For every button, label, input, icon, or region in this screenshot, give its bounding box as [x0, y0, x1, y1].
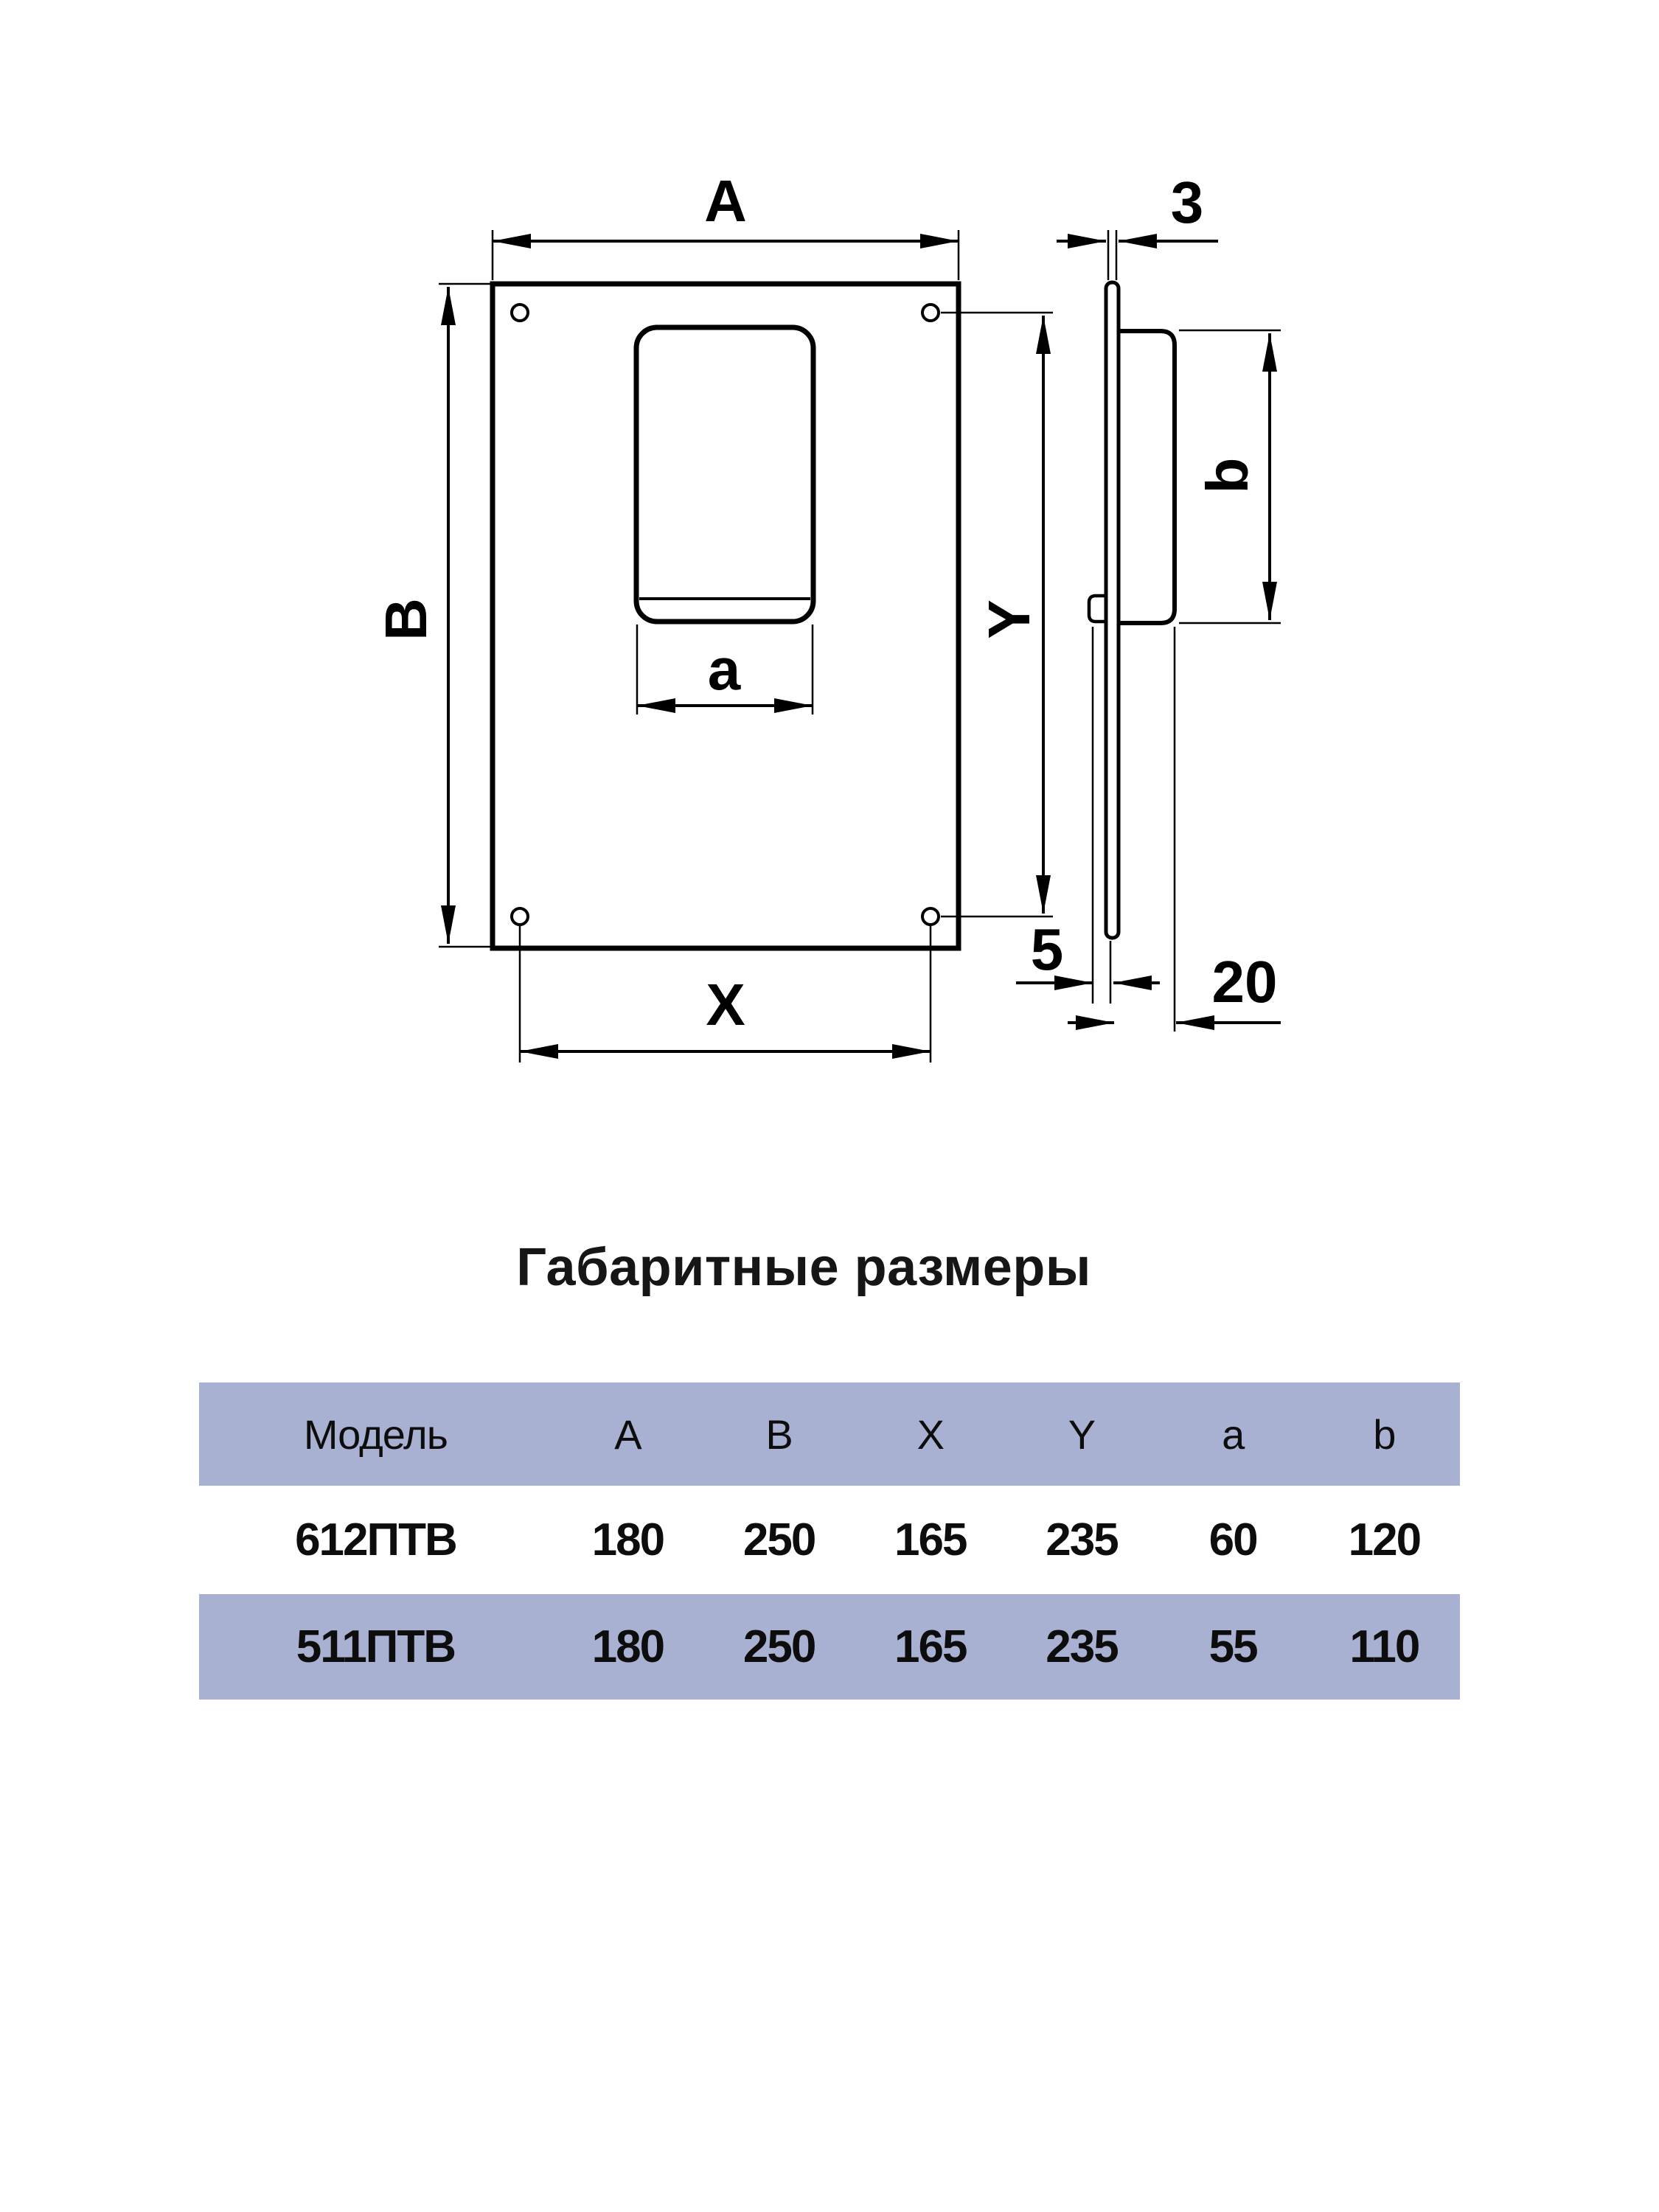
vent-cutout: [636, 327, 813, 622]
dim-label-B: B: [373, 598, 439, 641]
dim-3: [1057, 230, 1218, 280]
value-a: 60: [1208, 1514, 1257, 1565]
mounting-hole-bottom-left: [512, 908, 528, 925]
value-X: 165: [894, 1621, 967, 1672]
section-title: Габаритные размеры: [516, 1238, 1091, 1297]
table-row: [199, 1486, 1460, 1594]
value-b: 110: [1349, 1621, 1419, 1672]
dim-label-a: a: [707, 636, 741, 702]
value-Y: 235: [1046, 1621, 1118, 1672]
value-b: 120: [1348, 1514, 1421, 1565]
value-B: 250: [742, 1621, 815, 1672]
value-a: 55: [1208, 1621, 1257, 1672]
col-header-Y: Y: [1068, 1411, 1096, 1458]
col-header-X: X: [917, 1411, 944, 1458]
model-name: 511ПТВ: [296, 1621, 456, 1672]
dim-label-A: A: [704, 168, 747, 234]
col-header-a: a: [1222, 1411, 1245, 1458]
dimensions-table: [199, 1382, 1460, 1700]
front-view: [493, 284, 959, 948]
value-A: 180: [591, 1514, 664, 1565]
dim-label-Y: Y: [976, 599, 1042, 639]
dim-label-b: b: [1194, 457, 1260, 494]
latch-hook: [1089, 596, 1106, 622]
col-header-model: Модель: [303, 1411, 448, 1458]
table-row: [199, 1594, 1460, 1700]
dim-B: [439, 284, 491, 947]
col-header-A: A: [614, 1411, 641, 1458]
value-B: 250: [742, 1514, 815, 1565]
dim-label-3: 3: [1170, 170, 1204, 235]
dim-label-5: 5: [1030, 917, 1064, 982]
col-header-B: B: [765, 1411, 793, 1458]
value-Y: 235: [1046, 1514, 1118, 1565]
value-X: 165: [894, 1514, 967, 1565]
duct-profile: [1119, 331, 1175, 623]
dim-label-X: X: [706, 972, 745, 1037]
mounting-hole-top-right: [922, 305, 939, 321]
col-header-b: b: [1373, 1411, 1396, 1458]
side-view: [1089, 282, 1175, 938]
dim-label-20: 20: [1211, 949, 1278, 1015]
value-A: 180: [591, 1621, 664, 1672]
mounting-hole-top-left: [512, 305, 528, 321]
mounting-hole-bottom-right: [922, 908, 939, 925]
panel-profile: [1106, 282, 1119, 938]
dim-A: [493, 230, 959, 280]
model-name: 612ПТВ: [295, 1514, 456, 1565]
table-header-row: [199, 1382, 1460, 1486]
